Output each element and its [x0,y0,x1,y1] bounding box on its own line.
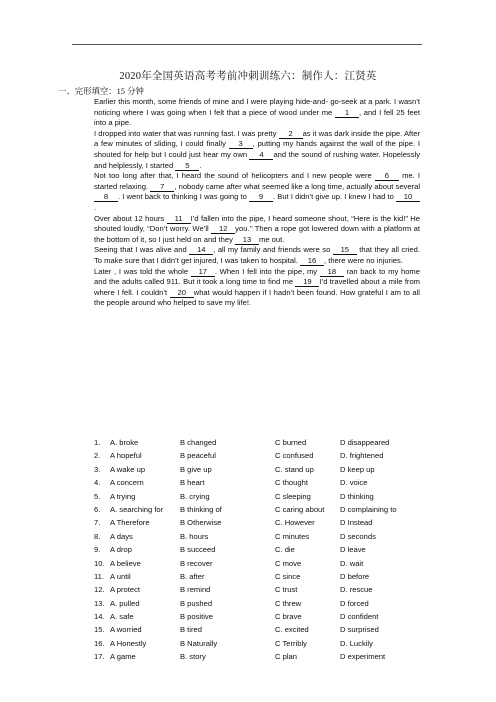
option-b: B recover [180,558,213,568]
option-a: A. pulled [110,598,140,608]
option-a: A hopeful [110,451,142,461]
option-c: C thought [275,478,308,488]
option-a: A wake up [110,464,146,474]
option-c: C. stand up [275,464,314,474]
blank-2: 2 [279,129,303,139]
option-number: 16. [94,638,105,648]
passage-text: Not too long after that, I heard the sound of helicopters and I new people were [94,171,375,181]
passage-text: me out. [259,234,285,244]
header-rule [72,44,422,45]
passage-text: what would happen if I hadn’t been found. How grateful I am to all the people around who helped to save my life!. [94,287,420,308]
passage-text: you.’’ Then a rope got lowered down with a platform at the bottom of it, so I just held on and they [94,224,421,244]
option-a: A. safe [110,612,134,622]
blank-20: 20 [170,288,194,298]
option-number: 14. [94,612,105,622]
passage-text: , all my family and friends were so [213,245,333,255]
option-d: D forced [340,598,369,608]
option-a: A game [110,652,136,662]
blank-9: 9 [249,192,273,202]
option-number: 7. [94,518,101,528]
option-a: A. broke [110,438,139,447]
option-c: C move [275,558,302,568]
option-c: C caring about [275,504,325,514]
option-a: A concern [110,478,144,488]
passage-text: I’d fallen into the pipe, I heard someone shout, “Here is the kid!” He shouted loudly, “Don’t worry. We’ll [94,213,420,234]
blank-1: 1 [335,108,359,118]
option-d: D. rescue [340,585,373,595]
option-b: B heart [180,478,205,488]
option-c: C threw [275,598,302,608]
passage-paragraph [94,214,420,246]
option-b: B pushed [180,598,213,608]
option-a: A Honestly [110,638,147,648]
option-d: D thinking [340,491,374,501]
option-d: D seconds [340,531,376,541]
option-c: C Terribly [275,638,307,648]
passage-text: . [94,202,97,212]
page-title: 2020年全国英语高考考前冲刺训练六：制作人：江贤英 [119,71,377,82]
option-b: B thinking of [180,504,222,514]
passage-text: that they all cried. To make sure that I didn’t get injured, I was taken to hospital. [94,245,420,265]
option-number: 15. [94,625,105,635]
passage-text: Later , I was told the whole [94,266,191,276]
option-a: A days [110,531,133,541]
option-c: C plan [275,652,297,662]
option-c: C. die [275,545,295,555]
option-c: C since [275,571,301,581]
passage-text: I’d travelled about a mile from where I fell. I couldn’t [94,277,421,297]
option-d: D surprised [340,625,379,635]
option-number: 3. [94,464,101,474]
blank-3: 3 [229,139,253,149]
option-d: D disappeared [340,438,390,447]
option-a: A believe [110,558,141,568]
blank-12: 12 [211,224,235,234]
blank-13: 13 [235,235,259,245]
blank-16: 16 [300,256,324,266]
option-c: C burned [275,438,307,447]
option-d: D. frightened [340,451,384,461]
blank-4: 4 [249,150,273,160]
passage-text: and the sound of rushing water. Hopelessly and helplessly, I started [94,149,420,170]
passage-text: . [199,160,202,170]
option-a: A until [110,571,131,581]
blank-7: 7 [150,182,174,192]
blank-17: 17 [191,267,215,277]
passage-text: ran back to my home and the adults called 911. But it took a long time to find me [94,266,420,287]
option-b: B Otherwise [180,518,222,528]
option-b: B succeed [180,545,216,555]
option-number: 8. [94,531,101,541]
option-number: 10. [94,558,105,568]
passage-text: , there were no injuries. [324,255,403,265]
option-d: D experiment [340,652,386,662]
blank-18: 18 [320,267,344,277]
option-number: 5. [94,491,101,501]
option-number: 6. [94,504,101,514]
option-b: B. hours [180,531,209,541]
section-heading: 一、完形填空：15 分钟 [58,87,144,96]
passage-text: Over about 12 hours [94,213,167,223]
option-c: C. However [275,518,315,528]
option-a: A drop [110,545,132,555]
option-b: B positive [180,612,213,622]
passage-paragraph [94,245,420,266]
option-number: 2. [94,451,101,461]
passage-text: , nobody came after what seemed like a long time, actually about several [174,181,421,191]
option-b: B remind [180,585,211,595]
option-d: D. wait [340,558,364,568]
blank-11: 11 [167,214,191,224]
option-d: D before [340,571,370,581]
passage-text: me. I started relaxing. [94,171,420,191]
passage-text: I dropped into water that was running fast. I was pretty [94,128,279,138]
blank-10: 10 [396,192,420,202]
passage-text: . But I didn’t give up. I knew I had to [272,192,396,202]
option-a: A trying [110,491,136,501]
option-number: 12. [94,585,105,595]
option-c: C sleeping [275,491,311,501]
option-b: B give up [180,464,212,474]
option-c: C trust [275,585,298,595]
passage-paragraph [94,129,420,171]
passage-paragraph [94,97,420,129]
option-c: C minutes [275,531,310,541]
option-number: 11. [94,571,104,581]
option-b: B tired [180,625,202,635]
blank-19: 19 [295,277,319,287]
option-b: B. story [180,652,206,662]
passage-text: . When I fell into the pipe, my [214,266,320,276]
option-d: D Instead [340,518,373,528]
option-number: 9. [94,545,101,555]
passage-text: , and I fell 25 feet into a pipe. [94,107,420,128]
option-b: B. crying [180,491,210,501]
option-number: 1. [94,438,101,447]
option-d: D keep up [340,464,375,474]
blank-8: 8 [94,192,118,202]
passage-text: as it was dark inside the pipe. After a few minutes of sliding, I could finally [94,128,420,149]
option-b: B peaceful [180,451,216,461]
option-number: 17. [94,652,105,662]
option-number: 13. [94,598,105,608]
passage-text: Seeing that I was alive and [94,245,190,255]
blank-5: 5 [175,161,199,171]
option-number: 4. [94,478,101,488]
option-d: D. voice [340,478,368,488]
option-c: C brave [275,612,302,622]
passage-paragraph [94,267,420,309]
option-b: B changed [180,438,217,447]
option-d: D confident [340,612,379,622]
option-b: B Naturally [180,638,218,648]
option-a: A Therefore [110,518,150,528]
option-d: D. Luckily [340,638,373,648]
option-d: D complaining to [340,504,397,514]
option-a: A. searching for [110,504,164,514]
passage-text: . I went back to thinking I was going to [118,192,249,202]
blank-15: 15 [333,245,357,255]
option-d: D leave [340,545,366,555]
passage-text: Earlier this month, some friends of mine and I were playing hide-and- go-seek at a park. I wasn’t noticing where I was going when I felt that a piece of wood under me [94,97,420,117]
cloze-passage [94,97,420,309]
passage-text: , putting my hands against the wall of the pipe. I shouted for help but I could just hear my own [94,139,420,159]
option-a: A worried [110,625,142,635]
blank-14: 14 [189,245,213,255]
option-c: C confused [275,451,314,461]
blank-6: 6 [375,171,399,181]
passage-paragraph [94,171,420,213]
option-c: C. excited [275,625,309,635]
option-a: A protect [110,585,140,595]
option-b: B. after [180,571,205,581]
